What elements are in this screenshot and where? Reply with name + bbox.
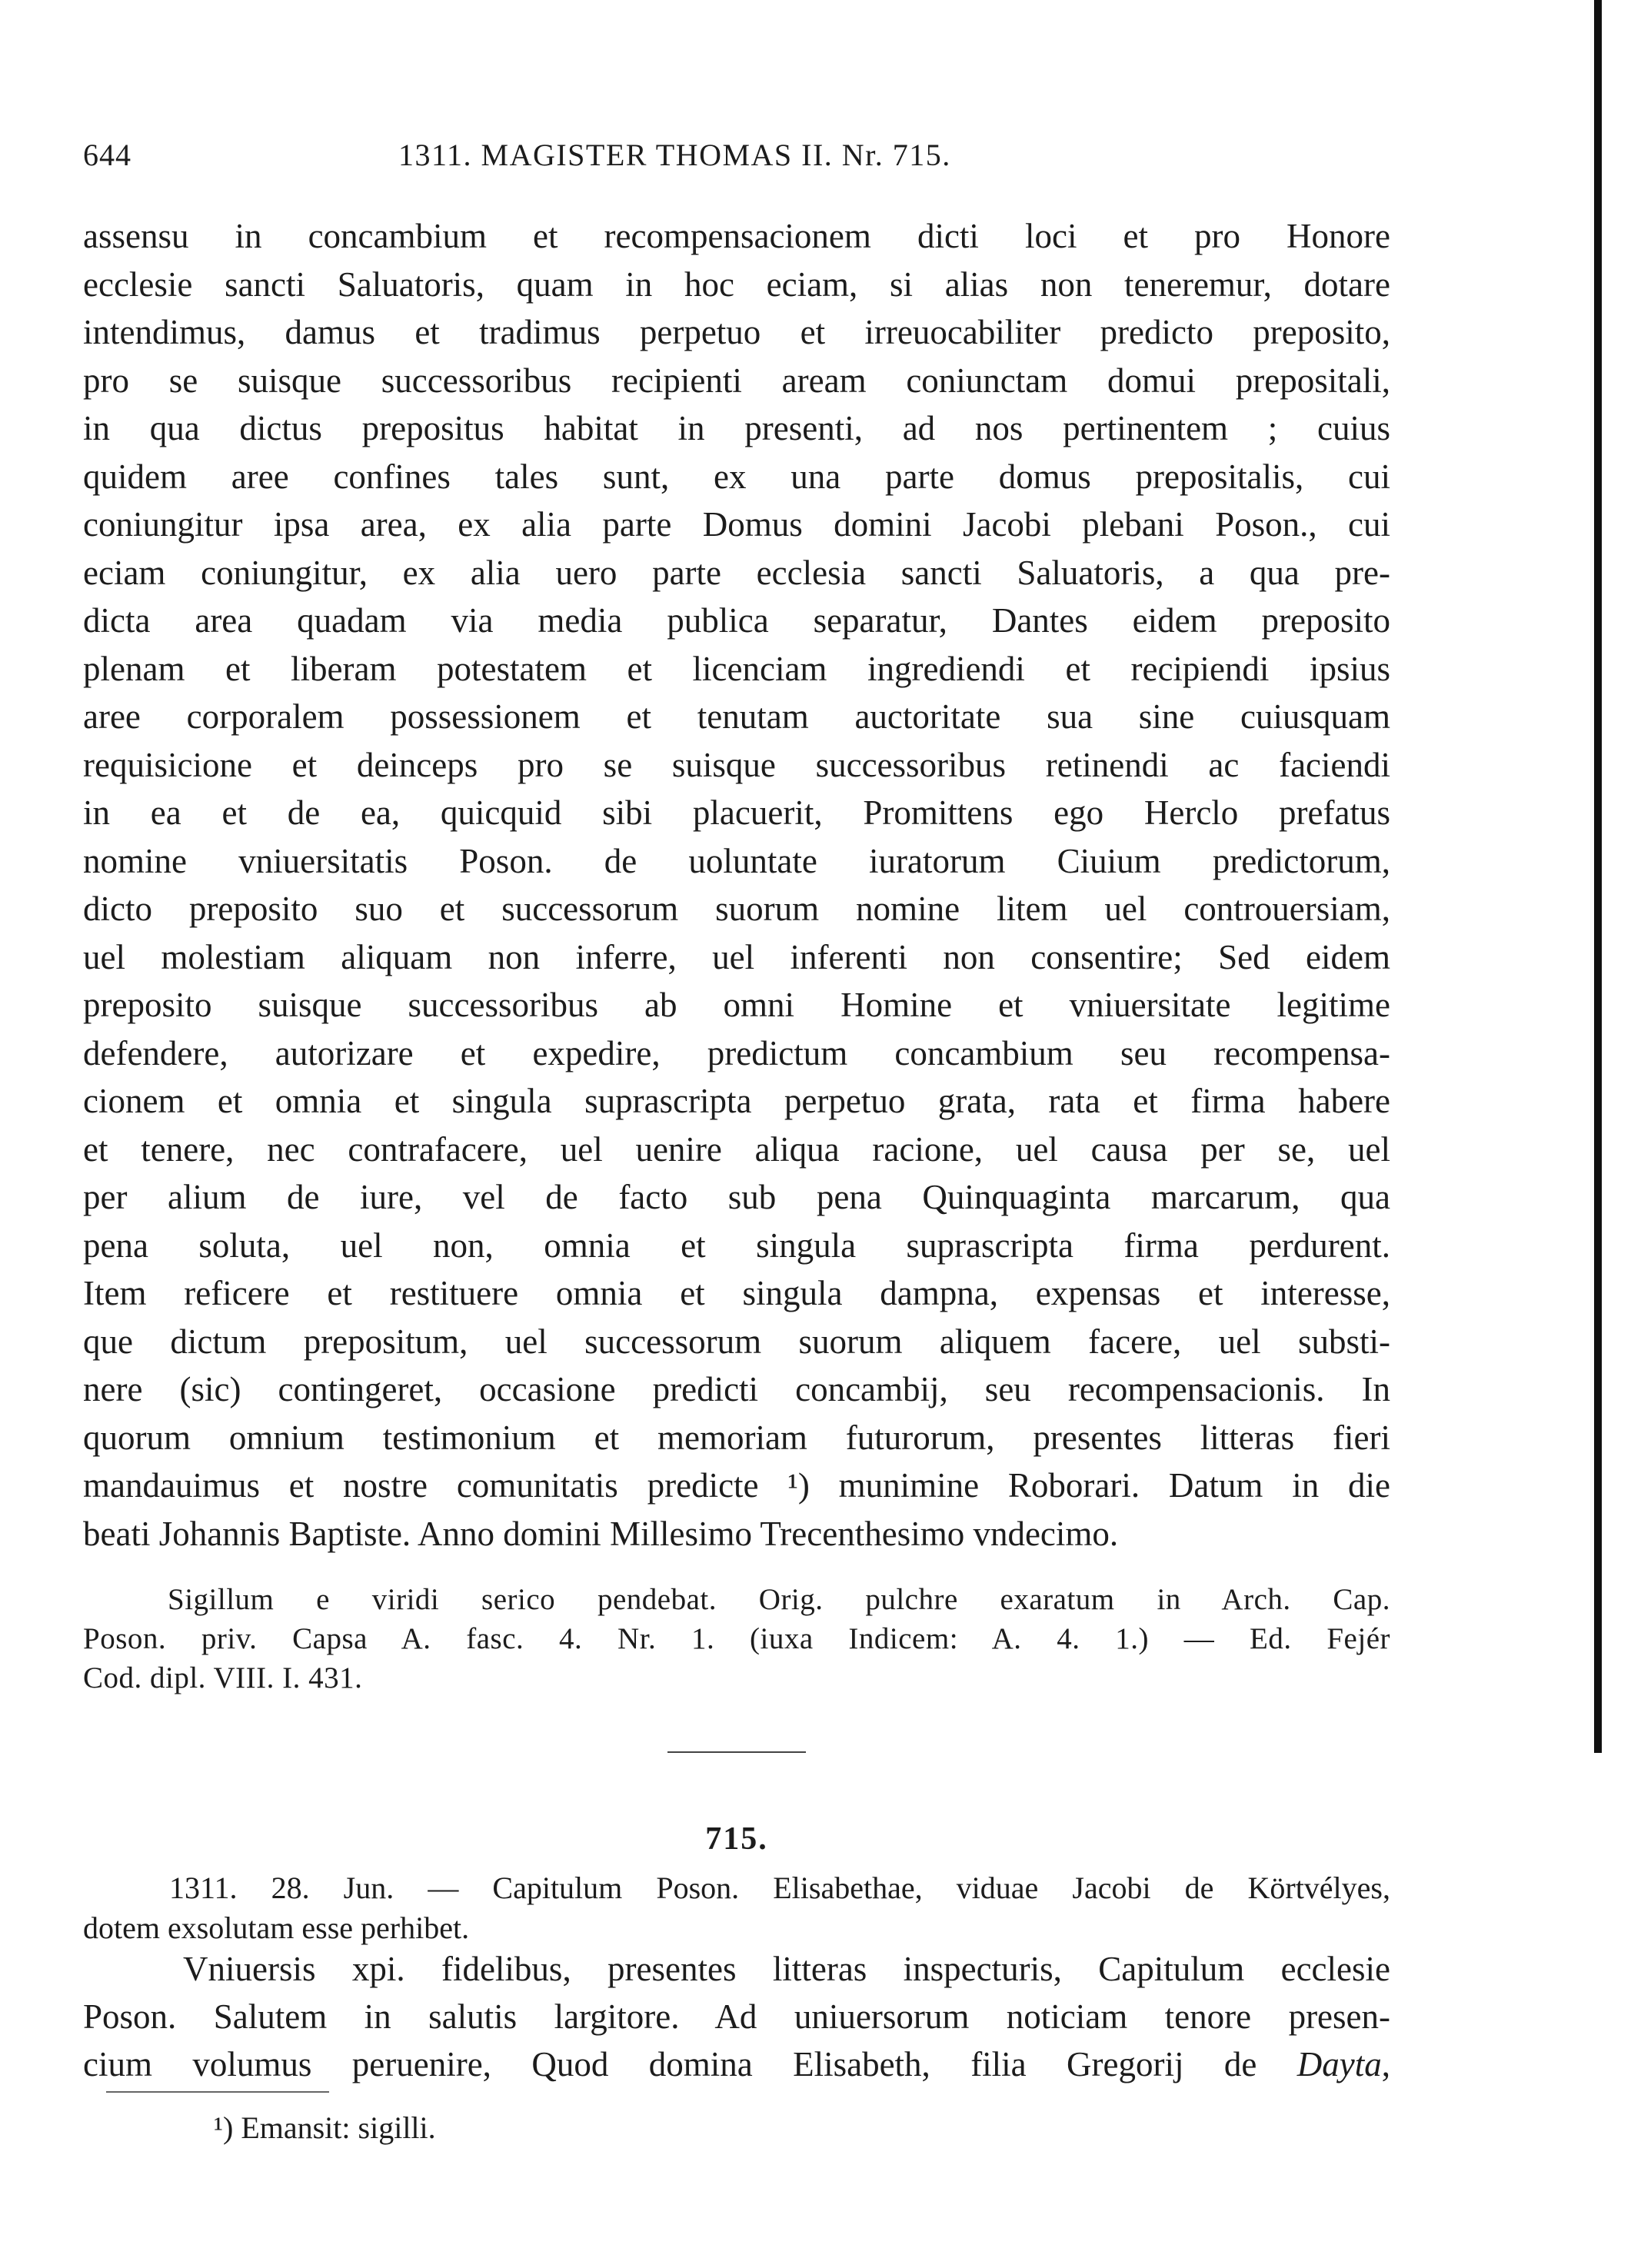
text-line: plenam et liberam potestatem et licenciam ingrediendi et recipiendi ipsius	[83, 649, 1390, 688]
document-number: 715.	[705, 1821, 768, 1857]
document-regest	[83, 1868, 1390, 1948]
source-note-line: Poson. priv. Capsa A. fasc. 4. Nr. 1. (iuxa Indicem: A. 4. 1.) — Ed. Fejér	[83, 1622, 1390, 1655]
text-line: pro se suisque successoribus recipienti aream coniunctam domui prepositali,	[83, 361, 1390, 400]
text-line: aree corporalem possessionem et tenutam auctoritate sua sine cuiusquam	[83, 697, 1390, 736]
text-line: Item reficere et restituere omnia et singula dampna, expensas et interesse,	[83, 1274, 1390, 1312]
text-line: beati Johannis Baptiste. Anno domini Millesimo Trecenthesimo vndecimo.	[83, 1514, 1119, 1553]
running-title: 1311. MAGISTER THOMAS II. Nr. 715.	[398, 138, 951, 172]
text-line: que dictum prepositum, uel successorum suorum aliquem facere, uel substi-	[83, 1322, 1390, 1361]
footnote: ¹) Emansit: sigilli.	[214, 2110, 436, 2145]
document-text	[83, 1945, 1390, 2088]
text-line: uel molestiam aliquam non inferre, uel inferenti non consentire; Sed eidem	[83, 937, 1390, 976]
charter-text	[83, 212, 1390, 1558]
text-line: quorum omnium testimonium et memoriam futurorum, presentes litteras fieri	[83, 1418, 1390, 1457]
text-line: in ea et de ea, quicquid sibi placuerit, Promittens ego Herclo prefatus	[83, 793, 1390, 832]
section-separator	[667, 1751, 806, 1753]
text-line: ecclesie sancti Saluatoris, quam in hoc eciam, si alias non teneremur, dotare	[83, 264, 1390, 304]
text-line: requisicione et deinceps pro se suisque successoribus retinendi ac faciendi	[83, 745, 1390, 784]
text-line: defendere, autorizare et expedire, predictum concambium seu recompensa-	[83, 1033, 1390, 1072]
text-line: quidem aree confines tales sunt, ex una parte domus prepositalis, cui	[83, 457, 1390, 496]
text-line: dicta area quadam via media publica separatur, Dantes eidem preposito	[83, 601, 1390, 640]
page-number: 644	[83, 138, 131, 172]
text-line: mandauimus et nostre comunitatis predicte ¹) munimine Roborari. Datum in die	[83, 1466, 1390, 1505]
text-line: in qua dictus prepositus habitat in presenti, ad nos pertinentem ; cuius	[83, 409, 1390, 447]
source-note-line: Cod. dipl. VIII. I. 431.	[83, 1661, 363, 1694]
text-line: eciam coniungitur, ex alia uero parte ecclesia sancti Saluatoris, a qua pre-	[83, 553, 1390, 592]
document-text-line: Poson. Salutem in salutis largitore. Ad uniuersorum noticiam tenore presen-	[83, 1997, 1390, 2036]
text-line: coniungitur ipsa area, ex alia parte Domus domini Jacobi plebani Poson., cui	[83, 505, 1390, 544]
page-edge-shadow	[1594, 0, 1602, 1753]
source-note-line: Sigillum e viridi serico pendebat. Orig. pulchre exaratum in Arch. Cap.	[168, 1583, 1390, 1616]
text-line: preposito suisque successoribus ab omni Homine et vniuersitate legitime	[83, 986, 1390, 1024]
text-line: cionem et omnia et singula suprascripta perpetuo grata, rata et firma habere	[83, 1082, 1390, 1120]
text-line: assensu in concambium et recompensacionem dicti loci et pro Honore	[83, 217, 1390, 255]
document-text-line: cium volumus peruenire, Quod domina Elisabeth, filia Gregorij de Dayta,	[83, 2045, 1390, 2083]
document-text-line: Vniuersis xpi. fidelibus, presentes litteras inspecturis, Capitulum ecclesie	[183, 1950, 1390, 1988]
text-line: nomine vniuersitatis Poson. de uoluntate iuratorum Ciuium predictorum,	[83, 841, 1390, 880]
regest-line: 1311. 28. Jun. — Capitulum Poson. Elisabethae, viduae Jacobi de Körtvélyes,	[169, 1871, 1390, 1905]
place-name: Dayta	[1296, 2045, 1382, 2083]
footnote-rule	[106, 2091, 329, 2093]
text-line: nere (sic) contingeret, occasione predicti concambij, seu recompensacionis. In	[83, 1370, 1390, 1408]
running-head	[83, 137, 1390, 183]
text-line: per alium de iure, vel de facto sub pena Quinquaginta marcarum, qua	[83, 1178, 1390, 1216]
source-note	[83, 1580, 1390, 1698]
text-line: dicto preposito suo et successorum suorum nomine litem uel controuersiam,	[83, 890, 1390, 928]
text-line: intendimus, damus et tradimus perpetuo et irreuocabiliter predicto preposito,	[83, 313, 1390, 351]
regest-line: dotem exsolutam esse perhibet.	[83, 1911, 470, 1945]
text-line: pena soluta, uel non, omnia et singula suprascripta firma perdurent.	[83, 1225, 1390, 1265]
text-line: et tenere, nec contrafacere, uel uenire aliqua racione, uel causa per se, uel	[83, 1129, 1390, 1169]
